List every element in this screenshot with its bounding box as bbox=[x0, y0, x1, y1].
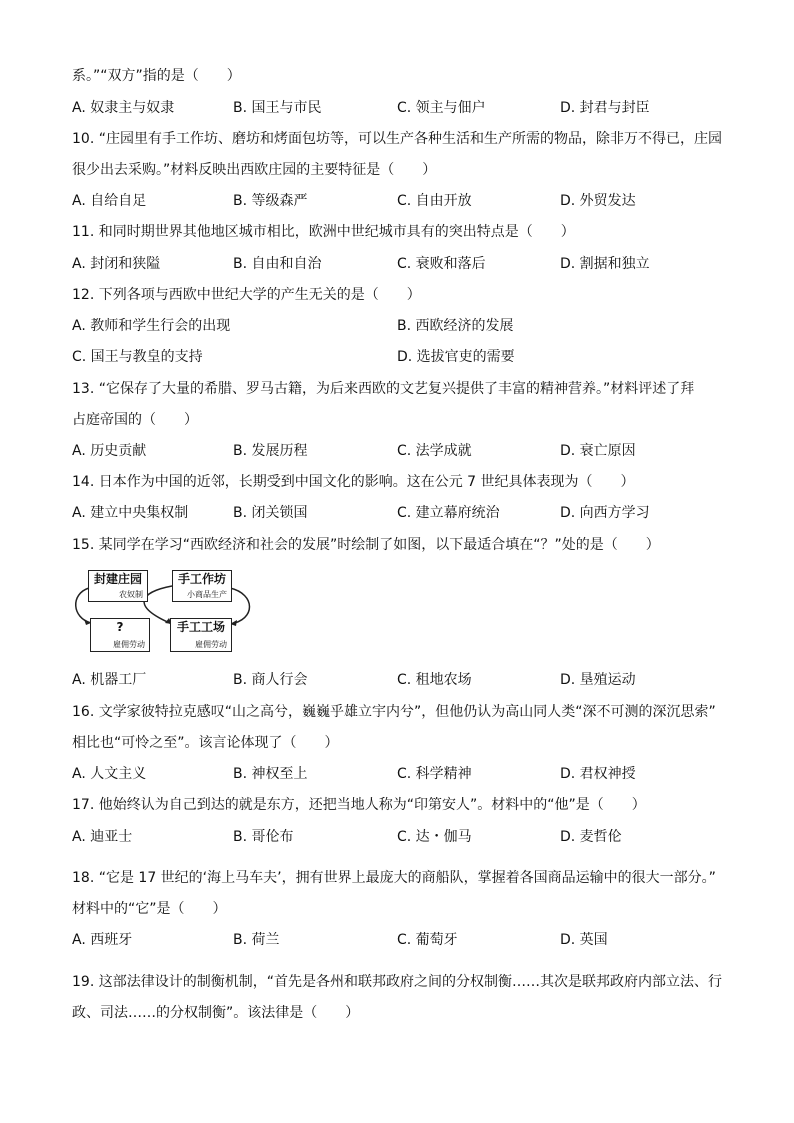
q16-option-d[interactable]: D. 君权神授 bbox=[560, 766, 636, 782]
q17-stem: 17. 他始终认为自己到达的就是东方，还把当地人称为“印第安人”。材料中的“他”是（ ） bbox=[72, 797, 646, 813]
box-title: 封建庄园 bbox=[93, 572, 142, 586]
q17-option-c[interactable]: C. 达・伽马 bbox=[397, 829, 472, 845]
box-feudal-manor bbox=[88, 570, 148, 602]
box-subtitle: 雇佣劳动 bbox=[195, 640, 227, 649]
q11-option-c[interactable]: C. 衰败和落后 bbox=[397, 256, 486, 272]
q18-option-d[interactable]: D. 英国 bbox=[560, 932, 608, 948]
q16-stem-line-1: 16. 文学家彼特拉克感叹“山之高兮，巍巍乎雄立宇内兮”，但他仍认为高山同人类“深不可测的深沉思索” bbox=[72, 704, 716, 720]
q10-option-a[interactable]: A. 自给自足 bbox=[72, 193, 147, 209]
box-unknown bbox=[90, 618, 150, 652]
q15-option-b[interactable]: B. 商人行会 bbox=[233, 672, 308, 688]
q15-stem: 15. 某同学在学习“西欧经济和社会的发展”时绘制了如图，以下最适合填在“？”处的是（ ） bbox=[72, 537, 660, 553]
q10-option-d[interactable]: D. 外贸发达 bbox=[560, 193, 636, 209]
q18-stem-line-1: 18. “它是 17 世纪的‘海上马车夫’，拥有世界上最庞大的商船队，掌握着各国商品运输中的很大一部分。” bbox=[72, 870, 716, 886]
q10-stem-line-1: 10. “庄园里有手工作坊、磨坊和烤面包坊等，可以生产各种生活和生产所需的物品，除非万不得已，庄园 bbox=[72, 131, 722, 147]
q19-stem-line-1: 19. 这部法律设计的制衡机制，“首先是各州和联邦政府之间的分权制衡……其次是联邦政府内部立法、行 bbox=[72, 974, 722, 990]
q10-stem-line-2: 很少出去采购。”材料反映出西欧庄园的主要特征是（ ） bbox=[72, 162, 437, 178]
arrow-workshop-loop bbox=[230, 588, 250, 624]
box-title: ? bbox=[116, 620, 124, 634]
q13-option-c[interactable]: C. 法学成就 bbox=[397, 443, 472, 459]
q11-option-b[interactable]: B. 自由和自治 bbox=[233, 256, 322, 272]
q16-stem-line-2: 相比也“可怜之至”。该言论体现了（ ） bbox=[72, 735, 339, 751]
q15-option-c[interactable]: C. 租地农场 bbox=[397, 672, 472, 688]
q10-option-b[interactable]: B. 等级森严 bbox=[233, 193, 308, 209]
box-title: 手工工场 bbox=[176, 620, 225, 634]
q18-stem-line-2: 材料中的“它”是（ ） bbox=[72, 901, 227, 917]
q16-option-c[interactable]: C. 科学精神 bbox=[397, 766, 472, 782]
q17-option-a[interactable]: A. 迪亚士 bbox=[72, 829, 133, 845]
q9-stem-line-2: 系。”“双方”指的是（ ） bbox=[72, 68, 241, 84]
q11-stem: 11. 和同时期世界其他地区城市相比，欧洲中世纪城市具有的突出特点是（ ） bbox=[72, 224, 575, 240]
q14-option-a[interactable]: A. 建立中央集权制 bbox=[72, 505, 189, 521]
q9-option-b[interactable]: B. 国王与市民 bbox=[233, 100, 322, 116]
box-handicraft-workshop bbox=[172, 570, 232, 602]
q9-option-a[interactable]: A. 奴隶主与奴隶 bbox=[72, 100, 175, 116]
q12-stem: 12. 下列各项与西欧中世纪大学的产生无关的是（ ） bbox=[72, 287, 421, 303]
q17-option-b[interactable]: B. 哥伦布 bbox=[233, 829, 294, 845]
q16-option-b[interactable]: B. 神权至上 bbox=[233, 766, 308, 782]
q9-option-c[interactable]: C. 领主与佃户 bbox=[397, 100, 486, 116]
q18-option-c[interactable]: C. 葡萄牙 bbox=[397, 932, 458, 948]
box-subtitle: 农奴制 bbox=[119, 590, 143, 599]
q12-option-c[interactable]: C. 国王与教皇的支持 bbox=[72, 349, 203, 365]
q11-option-a[interactable]: A. 封闭和狭隘 bbox=[72, 256, 161, 272]
q9-option-d[interactable]: D. 封君与封臣 bbox=[560, 100, 650, 116]
q14-option-d[interactable]: D. 向西方学习 bbox=[560, 505, 650, 521]
q10-option-c[interactable]: C. 自由开放 bbox=[397, 193, 472, 209]
box-title: 手工作坊 bbox=[177, 572, 226, 586]
q15-option-d[interactable]: D. 垦殖运动 bbox=[560, 672, 636, 688]
q14-option-c[interactable]: C. 建立幕府统治 bbox=[397, 505, 500, 521]
q17-option-d[interactable]: D. 麦哲伦 bbox=[560, 829, 622, 845]
q13-stem-line-2: 占庭帝国的（ ） bbox=[72, 412, 198, 428]
q15-flow-diagram bbox=[70, 566, 260, 662]
q14-stem: 14. 日本作为中国的近邻，长期受到中国文化的影响。这在公元 7 世纪具体表现为（ ） bbox=[72, 474, 635, 490]
q12-option-a[interactable]: A. 教师和学生行会的出现 bbox=[72, 318, 231, 334]
q13-option-b[interactable]: B. 发展历程 bbox=[233, 443, 308, 459]
box-subtitle: 雇佣劳动 bbox=[113, 640, 145, 649]
q18-option-a[interactable]: A. 西班牙 bbox=[72, 932, 133, 948]
q16-option-a[interactable]: A. 人文主义 bbox=[72, 766, 147, 782]
q15-option-a[interactable]: A. 机器工厂 bbox=[72, 672, 147, 688]
box-manufactory bbox=[170, 618, 232, 652]
q11-option-d[interactable]: D. 割据和独立 bbox=[560, 256, 650, 272]
q18-option-b[interactable]: B. 荷兰 bbox=[233, 932, 280, 948]
q12-option-b[interactable]: B. 西欧经济的发展 bbox=[397, 318, 514, 334]
box-subtitle: 小商品生产 bbox=[187, 590, 227, 599]
q19-stem-line-2: 政、司法……的分权制衡”。该法律是（ ） bbox=[72, 1005, 360, 1021]
q13-stem-line-1: 13. “它保存了大量的希腊、罗马古籍，为后来西欧的文艺复兴提供了丰富的精神营养。”材料评述了拜 bbox=[72, 381, 695, 397]
q13-option-d[interactable]: D. 衰亡原因 bbox=[560, 443, 636, 459]
q14-option-b[interactable]: B. 闭关锁国 bbox=[233, 505, 308, 521]
q13-option-a[interactable]: A. 历史贡献 bbox=[72, 443, 147, 459]
q12-option-d[interactable]: D. 选拔官吏的需要 bbox=[397, 349, 515, 365]
